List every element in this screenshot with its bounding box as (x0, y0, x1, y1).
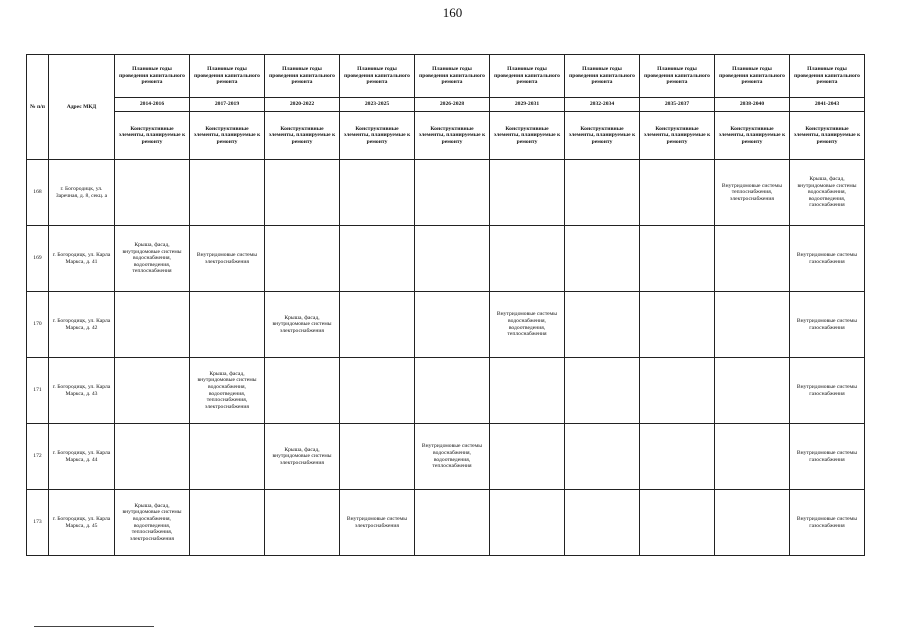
repair-elements-cell (415, 358, 490, 424)
repair-elements-cell (265, 160, 340, 226)
table-row (27, 226, 865, 292)
header-row-elements (27, 112, 865, 160)
row-address: г. Богородицк, ул. Карла Маркса, д. 43 (49, 358, 115, 424)
header-elements-label: Конструктивные элементы, планируемые к ремонту (565, 112, 640, 160)
header-period-years: 2029-2031 (490, 98, 565, 112)
repair-elements-cell (565, 160, 640, 226)
repair-elements-cell (415, 226, 490, 292)
header-elements-label: Конструктивные элементы, планируемые к ремонту (265, 112, 340, 160)
repair-elements-cell: Внутридомовые системы газоснабжения (790, 490, 865, 556)
repair-elements-cell (415, 292, 490, 358)
repair-elements-cell (640, 490, 715, 556)
header-elements-label: Конструктивные элементы, планируемые к ремонту (190, 112, 265, 160)
repair-elements-cell: Внутридомовые системы водоснабжения, водоотведения, теплоснабжения (415, 424, 490, 490)
row-number: 171 (27, 358, 49, 424)
repair-elements-cell (265, 490, 340, 556)
repair-elements-cell: Крыша, фасад, внутридомовые системы электроснабжения (265, 424, 340, 490)
repair-elements-cell (715, 424, 790, 490)
repair-elements-cell (490, 424, 565, 490)
header-period-years: 2035-2037 (640, 98, 715, 112)
repair-elements-cell (715, 226, 790, 292)
repair-elements-cell: Внутридомовые системы теплоснабжения, электроснабжения (715, 160, 790, 226)
repair-elements-cell (640, 160, 715, 226)
repair-elements-cell: Крыша, фасад, внутридомовые системы водоснабжения, водоотведения, теплоснабжения, электроснабжения (190, 358, 265, 424)
repair-elements-cell: Крыша, фасад, внутридомовые системы электроснабжения (265, 292, 340, 358)
table-row (27, 490, 865, 556)
row-address: г. Богородицк, ул. Карла Маркса, д. 41 (49, 226, 115, 292)
row-number: 169 (27, 226, 49, 292)
header-period-title: Плановые годы проведения капитального ремонта (115, 55, 190, 98)
header-elements-label: Конструктивные элементы, планируемые к ремонту (790, 112, 865, 160)
repair-elements-cell: Крыша, фасад, внутридомовые системы водоснабжения, водоотведения, газоснабжения (790, 160, 865, 226)
repair-elements-cell (640, 358, 715, 424)
repair-elements-cell (490, 490, 565, 556)
repair-elements-cell: Внутридомовые системы газоснабжения (790, 226, 865, 292)
repair-elements-cell: Внутридомовые системы водоснабжения, водоотведения, теплоснабжения (490, 292, 565, 358)
header-elements-label: Конструктивные элементы, планируемые к ремонту (115, 112, 190, 160)
repair-elements-cell (565, 358, 640, 424)
header-row-titles (27, 55, 865, 98)
repair-elements-cell (565, 490, 640, 556)
repair-elements-cell: Крыша, фасад, внутридомовые системы водоснабжения, водоотведения, теплоснабжения, электроснабжения (115, 490, 190, 556)
repair-elements-cell: Внутридомовые системы газоснабжения (790, 292, 865, 358)
header-period-title: Плановые годы проведения капитального ремонта (190, 55, 265, 98)
row-number: 172 (27, 424, 49, 490)
header-elements-label: Конструктивные элементы, планируемые к ремонту (640, 112, 715, 160)
header-period-years: 2041-2043 (790, 98, 865, 112)
repair-elements-cell (490, 160, 565, 226)
table-row (27, 358, 865, 424)
repair-elements-cell: Внутридомовые системы электроснабжения (340, 490, 415, 556)
header-period-title: Плановые годы проведения капитального ремонта (340, 55, 415, 98)
repair-elements-cell (490, 358, 565, 424)
repair-elements-cell (265, 358, 340, 424)
repair-elements-cell (115, 358, 190, 424)
table-row (27, 424, 865, 490)
table-row (27, 292, 865, 358)
repair-elements-cell (565, 292, 640, 358)
repair-elements-cell (565, 424, 640, 490)
table-row (27, 160, 865, 226)
row-number: 173 (27, 490, 49, 556)
repair-elements-cell (415, 490, 490, 556)
repair-elements-cell (115, 292, 190, 358)
repair-elements-cell (190, 160, 265, 226)
header-period-years: 2023-2025 (340, 98, 415, 112)
header-num: № п/п (27, 55, 49, 160)
header-period-years: 2032-2034 (565, 98, 640, 112)
header-elements-label: Конструктивные элементы, планируемые к ремонту (490, 112, 565, 160)
header-period-years: 2026-2028 (415, 98, 490, 112)
repair-elements-cell (640, 226, 715, 292)
row-address: г. Богородицк, ул. Заречная, д. 8, секц. а (49, 160, 115, 226)
header-period-title: Плановые годы проведения капитального ремонта (565, 55, 640, 98)
header-period-title: Плановые годы проведения капитального ремонта (490, 55, 565, 98)
header-period-years: 2014-2016 (115, 98, 190, 112)
header-period-title: Плановые годы проведения капитального ремонта (715, 55, 790, 98)
row-number: 170 (27, 292, 49, 358)
row-address: г. Богородицк, ул. Карла Маркса, д. 42 (49, 292, 115, 358)
capital-repair-plan-table (26, 54, 865, 556)
repair-elements-cell (115, 160, 190, 226)
header-period-years: 2020-2022 (265, 98, 340, 112)
row-number: 168 (27, 160, 49, 226)
repair-elements-cell (490, 226, 565, 292)
repair-elements-cell (265, 226, 340, 292)
repair-elements-cell (715, 292, 790, 358)
header-address: Адрес МКД (49, 55, 115, 160)
header-period-title: Плановые годы проведения капитального ремонта (640, 55, 715, 98)
repair-elements-cell: Крыша, фасад, внутридомовые системы водоснабжения, водоотведения, теплоснабжения (115, 226, 190, 292)
repair-elements-cell (340, 160, 415, 226)
header-period-years: 2038-2040 (715, 98, 790, 112)
repair-elements-cell (715, 490, 790, 556)
repair-elements-cell (340, 424, 415, 490)
repair-elements-cell: Внутридомовые системы газоснабжения (790, 358, 865, 424)
repair-elements-cell (640, 292, 715, 358)
repair-elements-cell (340, 358, 415, 424)
repair-elements-cell (340, 292, 415, 358)
repair-elements-cell (190, 490, 265, 556)
header-elements-label: Конструктивные элементы, планируемые к ремонту (715, 112, 790, 160)
repair-elements-cell: Внутридомовые системы газоснабжения (790, 424, 865, 490)
footnote-line (34, 626, 154, 627)
header-elements-label: Конструктивные элементы, планируемые к ремонту (415, 112, 490, 160)
repair-elements-cell (640, 424, 715, 490)
header-row-periods (27, 98, 865, 112)
repair-elements-cell: Внутридомовые системы электроснабжения (190, 226, 265, 292)
page-number: 160 (442, 5, 463, 20)
repair-elements-cell (415, 160, 490, 226)
repair-elements-cell (565, 226, 640, 292)
header-period-years: 2017-2019 (190, 98, 265, 112)
repair-elements-cell (115, 424, 190, 490)
header-period-title: Плановые годы проведения капитального ремонта (415, 55, 490, 98)
row-address: г. Богородицк, ул. Карла Маркса, д. 44 (49, 424, 115, 490)
row-address: г. Богородицк, ул. Карла Маркса, д. 45 (49, 490, 115, 556)
header-period-title: Плановые годы проведения капитального ремонта (265, 55, 340, 98)
repair-elements-cell (190, 424, 265, 490)
repair-elements-cell (190, 292, 265, 358)
header-elements-label: Конструктивные элементы, планируемые к ремонту (340, 112, 415, 160)
repair-elements-cell (340, 226, 415, 292)
header-period-title: Плановые годы проведения капитального ремонта (790, 55, 865, 98)
repair-elements-cell (715, 358, 790, 424)
